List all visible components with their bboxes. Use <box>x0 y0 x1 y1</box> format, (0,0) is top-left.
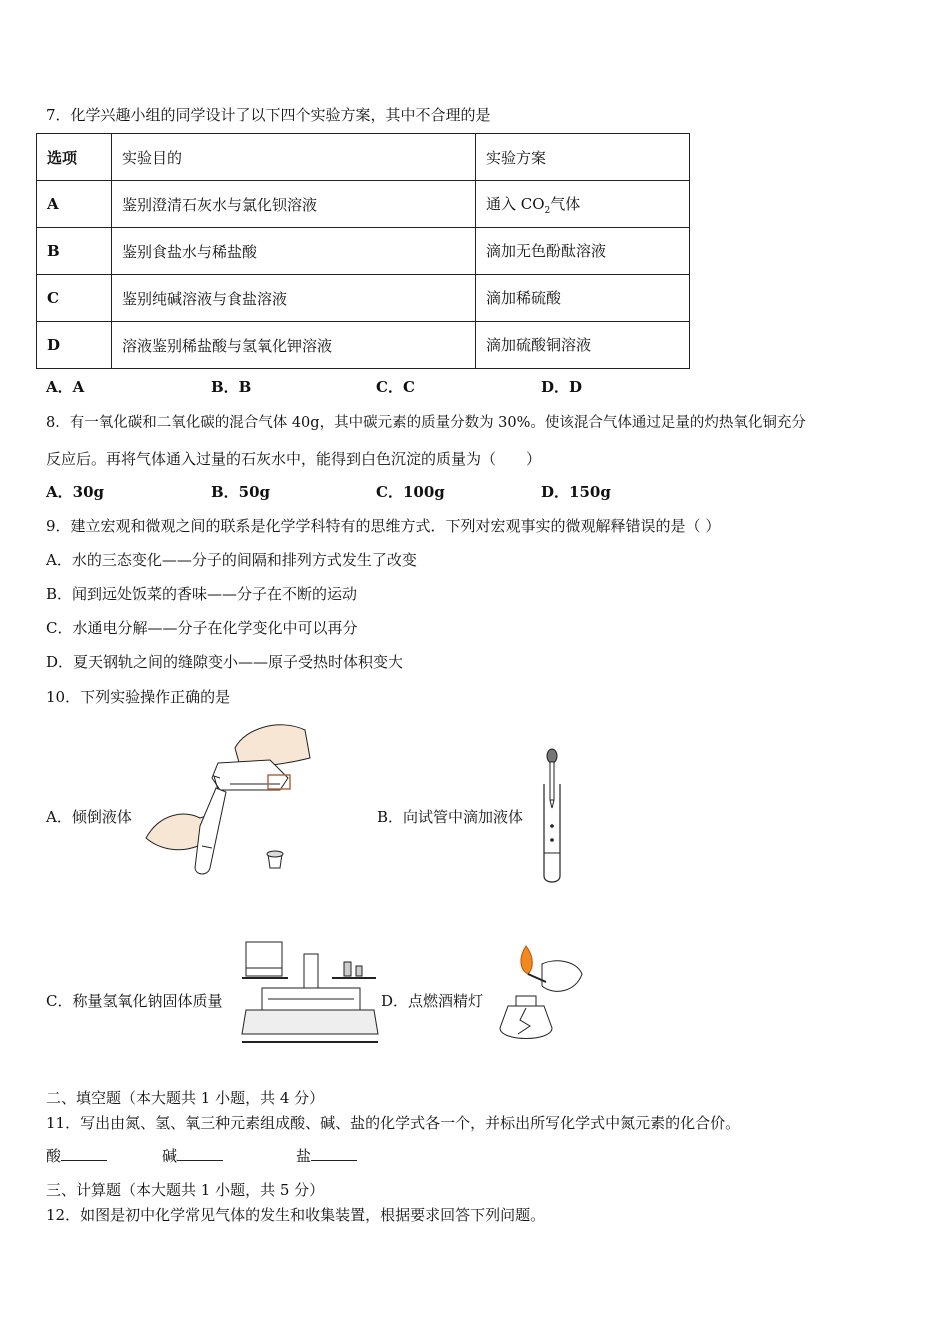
table-row <box>37 181 690 228</box>
q11-blank-base[interactable] <box>162 1145 223 1166</box>
q8-option-a[interactable]: A．30g <box>46 483 105 501</box>
row-option: B <box>37 228 112 275</box>
plan-text: 滴加硫酸铜溶液 <box>486 335 592 354</box>
row-plan <box>476 275 690 322</box>
answer-blank[interactable] <box>177 1146 223 1161</box>
q8-stem-line1: 8．有一氧化碳和二氧化碳的混合气体 40g，其中碳元素的质量分数为 30%。使该混合气体通过足量的灼热氧化铜充分 <box>46 415 806 431</box>
q7-table <box>36 133 690 369</box>
alcohol-lamp-illustration <box>494 938 589 1048</box>
q8-option-b[interactable]: B．50g <box>211 483 271 501</box>
q7-option-d[interactable]: D．D <box>541 378 583 396</box>
q8-option-c[interactable]: C．100g <box>376 483 445 501</box>
plan-text: 滴加无色酚酞溶液 <box>486 241 607 260</box>
q7-option-a[interactable]: A．A <box>46 378 85 396</box>
header-goal: 实验目的 <box>112 134 476 181</box>
q8-stem-line2: 反应后。再将气体通入过量的石灰水中，能得到白色沉淀的质量为（ ） <box>46 450 542 468</box>
q11-stem: 11．写出由氮、氢、氧三种元素组成酸、碱、盐的化学式各一个，并标出所写化学式中氮元素的化合价。 <box>46 1114 741 1132</box>
q10-option-b[interactable]: B．向试管中滴加液体 <box>377 808 524 826</box>
q8-option-d[interactable]: D．150g <box>541 483 611 501</box>
q10-stem: 10．下列实验操作正确的是 <box>46 688 231 706</box>
section2-title: 二、填空题（本大题共 1 小题，共 4 分） <box>46 1089 325 1107</box>
q9-option-c[interactable]: C．水通电分解——分子在化学变化中可以再分 <box>46 619 358 637</box>
q9-option-a[interactable]: A．水的三态变化——分子的间隔和排列方式发生了改变 <box>46 551 417 569</box>
plan-text-end: 气体 <box>550 194 581 213</box>
q7-option-c[interactable]: C．C <box>376 378 415 396</box>
row-option: A <box>37 181 112 228</box>
q10-option-a[interactable]: A．倾倒液体 <box>46 808 132 826</box>
q11-blank-salt[interactable] <box>296 1145 357 1166</box>
row-goal: 鉴别纯碱溶液与食盐溶液 <box>112 275 476 322</box>
row-plan <box>476 181 690 228</box>
plan-text: 通入 CO <box>486 194 545 213</box>
header-plan: 实验方案 <box>476 134 690 181</box>
plan-text: 滴加稀硫酸 <box>486 288 562 307</box>
row-option: D <box>37 322 112 369</box>
section3-title: 三、计算题（本大题共 1 小题，共 5 分） <box>46 1181 325 1199</box>
q11-blank-acid[interactable] <box>46 1145 107 1166</box>
q9-stem: 9．建立宏观和微观之间的联系是化学学科特有的思维方式．下列对宏观事实的微观解释错误的是（ ） <box>46 517 721 535</box>
row-plan <box>476 228 690 275</box>
plan-subscript: 2 <box>544 205 551 216</box>
blank-label: 盐 <box>296 1147 312 1165</box>
blank-label: 酸 <box>46 1147 62 1165</box>
header-option: 选项 <box>37 134 112 181</box>
q10-option-c[interactable]: C．称量氢氧化钠固体质量 <box>46 992 223 1010</box>
q10-option-d[interactable]: D．点燃酒精灯 <box>381 992 484 1010</box>
q7-stem: 7．化学兴趣小组的同学设计了以下四个实验方案，其中不合理的是 <box>46 106 491 124</box>
table-row <box>37 275 690 322</box>
row-plan <box>476 322 690 369</box>
dropper-test-tube-illustration <box>530 748 574 888</box>
row-goal: 鉴别澄清石灰水与氯化钡溶液 <box>112 181 476 228</box>
table-row <box>37 228 690 275</box>
row-goal: 鉴别食盐水与稀盐酸 <box>112 228 476 275</box>
blank-label: 碱 <box>162 1147 178 1165</box>
q9-option-d[interactable]: D．夏天钢轨之间的缝隙变小——原子受热时体积变大 <box>46 653 404 671</box>
balance-illustration <box>240 938 380 1048</box>
q12-stem: 12．如图是初中化学常见气体的发生和收集装置，根据要求回答下列问题。 <box>46 1206 546 1224</box>
row-option: C <box>37 275 112 322</box>
answer-blank[interactable] <box>61 1146 107 1161</box>
answer-blank[interactable] <box>311 1146 357 1161</box>
q9-option-b[interactable]: B．闻到远处饭菜的香味——分子在不断的运动 <box>46 585 358 603</box>
pouring-liquid-illustration <box>140 718 320 883</box>
table-header-row <box>37 134 690 181</box>
table-row <box>37 322 690 369</box>
row-goal: 溶液鉴别稀盐酸与氢氧化钾溶液 <box>112 322 476 369</box>
q7-option-b[interactable]: B．B <box>211 378 252 396</box>
